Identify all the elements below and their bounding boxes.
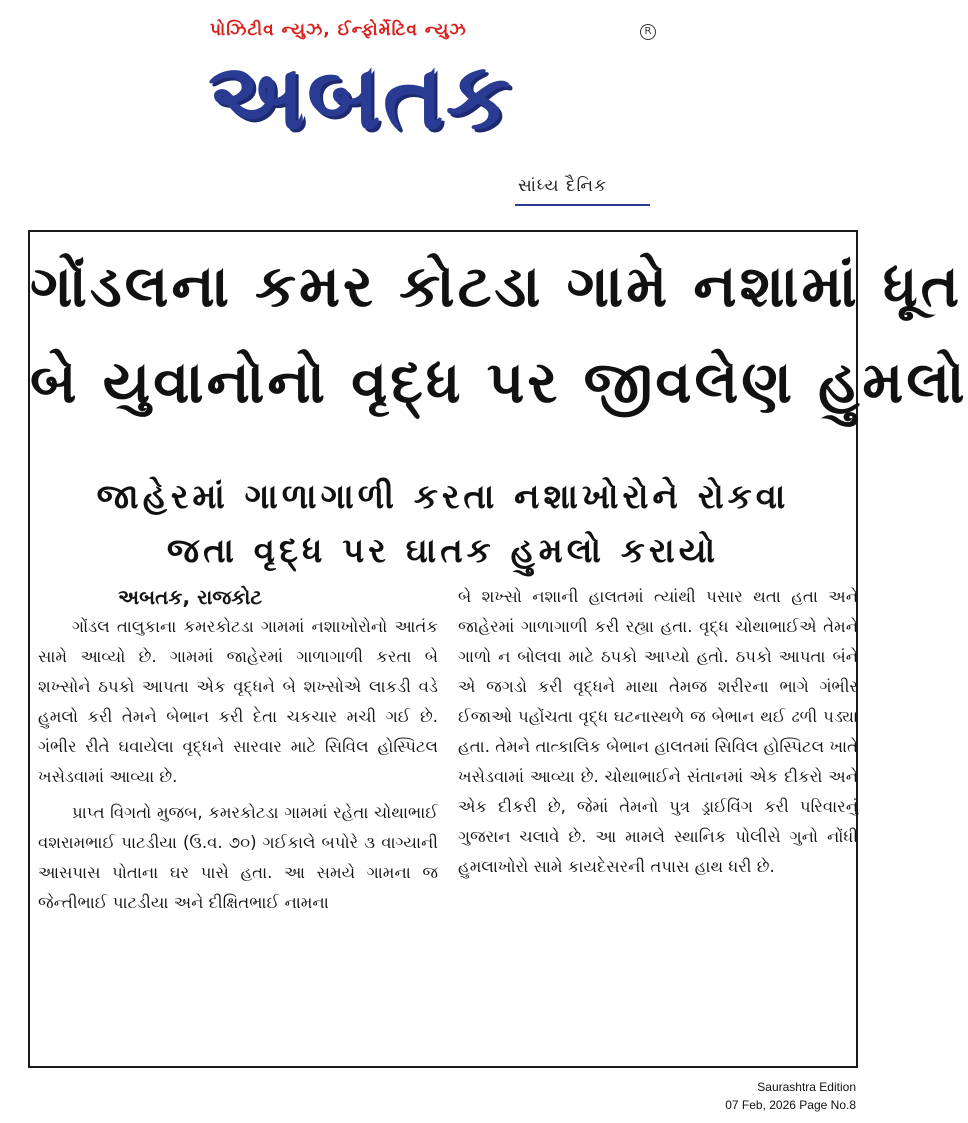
edition-date-page: 07 Feb, 2026 Page No.8: [725, 1098, 856, 1112]
edition-name: Saurashtra Edition: [757, 1080, 856, 1094]
subheadline-line-2: જતા વૃદ્ધ પર ઘાતક હુમલો કરાયો: [166, 531, 720, 571]
article-column-left: [38, 582, 438, 918]
masthead-subtitle: સાંધ્ય દૈનિક: [518, 176, 608, 196]
article-paragraph: ગોંડલ તાલુકાના કમરકોટડા ગામમાં નશાખોરોનો આતંક સામે આવ્યો છે. ગામમાં જાહેરમાં ગાળાગાળી કરતા બે શખ્સોને ઠપકો આપતા એક વૃદ્ધને બે શખ્સોએ લાકડી વડે હુમલો કરી તેમને બેભાન કરી દેતા ચકચાર મચી ગઈ છે. ગંભીર રીતે ઘવાયેલા વૃદ્ધને સારવાર માટે સિવિલ હોસ્પિટલ ખસેડવામાં આવ્યા છે.: [38, 617, 438, 786]
headline-line-1: ગોંડલના કમર કોટડા ગામે નશામાં ધૂત: [30, 252, 963, 320]
article-paragraph: પ્રાપ્ત વિગતો મુજબ, કમરકોટડા ગામમાં રહેતા ચોથાભાઈ વશરામભાઈ પાટડીયા (ઉ.વ. ૭૦) ગઈકાલે બપોરે ૩ વાગ્યાની આસપાસ પોતાના ઘર પાસે હતા. આ સમયે ગામના જ જેન્તીભાઈ પાટડીયા અને દીક્ષિતભાઈ નામના: [38, 803, 438, 912]
masthead-rule: [515, 204, 650, 206]
masthead-tagline: પોઝિટીવ ન્યુઝ, ઈન્ફોર્મેટિવ ન્યુઝ: [210, 20, 467, 40]
dateline: અબતક, રાજકોટ: [118, 585, 263, 609]
subheadline-line-1: જાહેરમાં ગાળાગાળી કરતા નશાખોરોને રોકવા: [96, 477, 790, 517]
article-paragraph: બે શખ્સો નશાની હાલતમાં ત્યાંથી પસાર થતા હતા અને જાહેરમાં ગાળાગાળી કરી રહ્યા હતા. વૃદ્ધ ચોથાભાઈએ તેમને ગાળો ન બોલવા માટે ઠપકો આપ્યો હતો. ઠપકો આપતા બંને એ જગડો કરી વૃદ્ધને માથા તેમજ શરીરના ભાગે ગંભીર ઈજાઓ પહોંચતા વૃદ્ધ ઘટનાસ્થળે જ બેભાન થઈ ઢળી પડ્યા હતા. તેમને તાત્કાલિક બેભાન હાલતમાં સિવિલ હોસ્પિટલ ખાતે ખસેડવામાં આવ્યા છે. ચોથાભાઈને સંતાનમાં એક દીકરો અને એક દીકરી છે, જેમાં તેમનો પુત્ર ડ્રાઈવિંગ કરી પરિવારનું ગુજરાન ચલાવે છે. આ મામલે સ્થાનિક પોલીસે ગુનો નોંધી હુમલાખોરો સામે કાયદેસરની તપાસ હાથ ધરી છે.: [458, 587, 858, 876]
headline-line-2: બે યુવાનોનો વૃદ્ધ પર જીવલેણ હુમલો: [30, 348, 968, 416]
article-column-right: [458, 582, 858, 882]
news-article: [28, 230, 968, 1068]
edition-info: [725, 1078, 856, 1114]
newspaper-logo: અબતક: [208, 43, 513, 150]
masthead: [200, 18, 670, 208]
registered-mark: R: [640, 24, 656, 40]
